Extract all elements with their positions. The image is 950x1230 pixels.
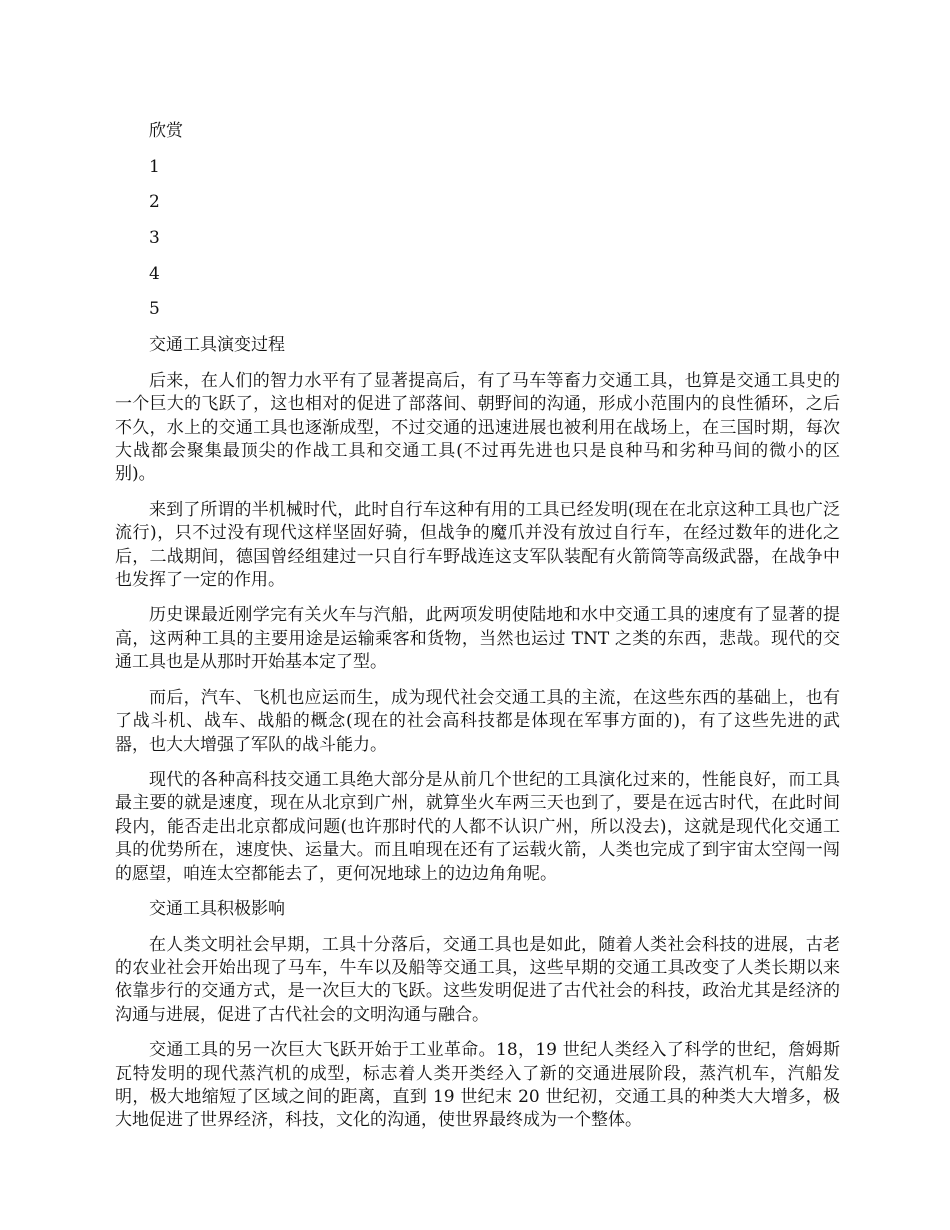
number-item-4: 4: [149, 263, 160, 284]
number-item-2: 2: [149, 192, 160, 213]
paragraph: 而后，汽车、飞机也应运而生，成为现代社会交通工具的主流，在这些东西的基础上，也有了战斗机、战车、战船的概念(现在的社会高科技都是体现在军事方面的)，有了这些先进的武器，也大大增强了军队的战斗能力。: [115, 687, 840, 755]
section-heading-evolution: 交通工具演变过程: [149, 335, 285, 356]
paragraph: 现代的各种高科技交通工具绝大部分是从前几个世纪的工具演化过来的，性能良好，而工具最主要的就是速度，现在从北京到广州，就算坐火车两三天也到了，要是在远古时代，在此时间段内，能否走出北京都成问题(也许那时代的人都不认识广州，所以没去)，这就是现代化交通工具的优势所在，速度快、运量大。而且咱现在还有了运载火箭，人类也完成了到宇宙太空闯一闯的愿望，咱连太空都能去了，更何况地球上的边边角角呢。: [115, 769, 840, 884]
paragraph: 历史课最近刚学完有关火车与汽船，此两项发明使陆地和水中交通工具的速度有了显著的提高，这两种工具的主要用途是运输乘客和货物，当然也运过 TNT 之类的东西，悲哉。现代的交通工具也是从那时开始基本定了型。: [115, 605, 840, 673]
number-item-5: 5: [149, 299, 160, 320]
document-page: [115, 120, 840, 1145]
paragraph: 在人类文明社会早期，工具十分落后，交通工具也是如此，随着人类社会科技的进展，古老的农业社会开始出现了马车，牛车以及船等交通工具，这些早期的交通工具改变了人类长期以来依靠步行的交通方式，是一次巨大的飞跃。这些发明促进了古代社会的科技，政治尤其是经济的沟通与进展，促进了古代社会的文明沟通与融合。: [115, 934, 840, 1025]
intro-label: 欣赏: [149, 121, 183, 141]
number-item-3: 3: [149, 228, 160, 249]
paragraph: 后来，在人们的智力水平有了显著提高后，有了马车等畜力交通工具，也算是交通工具史的一个巨大的飞跃了，这也相对的促进了部落间、朝野间的沟通，形成小范围内的良性循环，之后不久，水上的交通工具也逐渐成型，不过交通的迅速进展也被利用在战场上，在三国时期，每次大战都会聚集最顶尖的作战工具和交通工具(不过再先进也只是良种马和劣种马间的微小的区别)。: [115, 370, 840, 485]
paragraph: 交通工具的另一次巨大飞跃开始于工业革命。18，19 世纪人类经入了科学的世纪，詹姆斯瓦特发明的现代蒸汽机的成型，标志着人类开类经入了新的交通进展阶段，蒸汽机车，汽船发明，极大地缩短了区域之间的距离，直到 19 世纪末 20 世纪初，交通工具的种类大大增多，极大地促进了世界经济，科技，文化的沟通，使世界最终成为一个整体。: [115, 1040, 840, 1131]
paragraph: 来到了所谓的半机械时代，此时自行车这种有用的工具已经发明(现在在北京这种工具也广泛流行)，只不过没有现代这样坚固好骑，但战争的魔爪并没有放过自行车，在经过数年的进化之后，二战期间，德国曾经组建过一只自行车野战连这支军队装配有火箭筒等高级武器，在战争中也发挥了一定的作用。: [115, 499, 840, 591]
number-item-1: 1: [149, 156, 160, 177]
section-heading-impact: 交通工具积极影响: [149, 898, 285, 919]
